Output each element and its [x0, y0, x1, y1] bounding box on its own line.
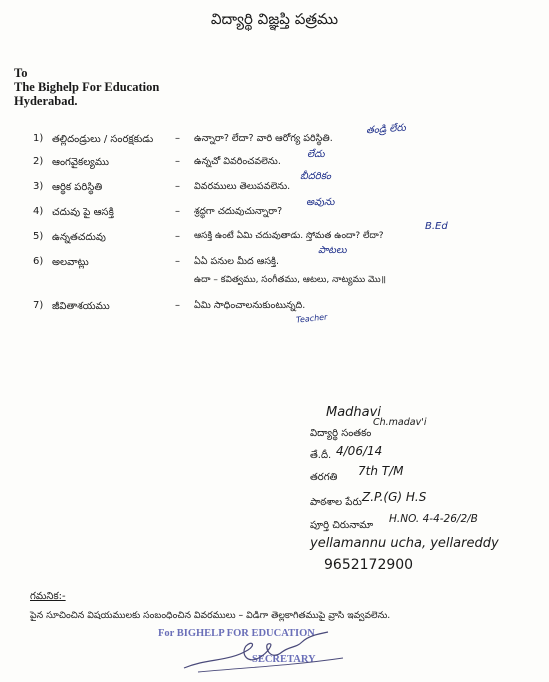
- secretary-signature: [178, 628, 358, 676]
- row-dash: –: [175, 206, 180, 217]
- row-question: ఏఏ పనుల మీద ఆసక్తి.: [194, 256, 280, 267]
- row-answer: Teacher: [295, 312, 328, 325]
- row-example: ఉదా – కవిత్వము, సంగీతము, ఆటలు, నాట్యము మొ॥: [194, 275, 386, 285]
- row-dash: –: [175, 300, 180, 311]
- row-number: 7): [33, 300, 44, 311]
- address-value: H.NO. 4-4-26/2/B: [389, 513, 478, 525]
- row-dash: –: [175, 156, 180, 167]
- addressee-name: The Bighelp For Education: [14, 80, 160, 94]
- note-text: పైన సూచించిన విషయములకు సంబంధించిన వివరములు – విడిగా తెల్లకాగితముపై వ్రాసి ఇవ్వవలెను.: [30, 610, 391, 621]
- address-line-2: yellamannu ucha, yellareddy: [310, 536, 499, 551]
- row-question: ఆసక్తి ఉంటే ఏమి చదువుతాడు. స్తోమత ఉందా? లేదా?: [194, 231, 384, 241]
- row-dash: –: [175, 133, 180, 144]
- row-number: 4): [33, 206, 44, 217]
- stamp-title: SECRETARY: [252, 654, 316, 665]
- row-dash: –: [175, 181, 180, 192]
- row-number: 3): [33, 181, 44, 192]
- phone-number: 9652172900: [324, 557, 414, 573]
- class-value: 7th T/M: [358, 464, 404, 478]
- row-answer: లేదు: [307, 149, 325, 160]
- row-question: ఉన్నారా? లేదా? వారి ఆరోగ్య పరిస్థితి.: [194, 133, 333, 144]
- row-answer: అవును: [306, 197, 335, 208]
- signature-label: విద్యార్థి సంతకం: [310, 428, 372, 439]
- date-label: తే.దీ.: [310, 450, 332, 461]
- stamp-org: For BIGHELP FOR EDUCATION: [158, 628, 315, 639]
- row-dash: –: [175, 256, 180, 267]
- signature-value: Ch.madav'i: [373, 417, 427, 428]
- row-label: తల్లిదండ్రులు / సంరక్షకుడు: [52, 134, 154, 145]
- row-label: ఉన్నతచదువు: [52, 232, 106, 243]
- row-number: 6): [33, 256, 44, 267]
- row-question: శ్రద్ధగా చదువుచున్నారా?: [194, 206, 283, 217]
- row-label: చదువు పై ఆసక్తి: [52, 207, 114, 218]
- row-question: వివరములు తెలుపవలెను.: [194, 181, 291, 192]
- row-answer: పాటలు: [318, 245, 347, 256]
- row-number: 2): [33, 156, 44, 167]
- row-answer: B.Ed: [425, 221, 448, 232]
- row-label: జీవితాశయము: [52, 301, 110, 312]
- row-label: ఆర్థిక పరిస్థితి: [52, 182, 103, 193]
- date-value: 4/06/14: [336, 444, 383, 458]
- school-label: పాఠశాల పేరు: [310, 497, 362, 508]
- to-line: To: [14, 66, 28, 80]
- school-value: Z.P.(G) H.S: [362, 490, 427, 504]
- class-label: తరగతి: [310, 472, 338, 483]
- row-number: 5): [33, 231, 44, 242]
- row-label: అలవాట్లు: [52, 257, 89, 268]
- row-answer: బీదరికం: [300, 171, 331, 182]
- row-question: ఉన్నచో వివరించవలెను.: [194, 156, 281, 167]
- row-label: ఆంగవైకల్యము: [52, 157, 109, 168]
- note-heading: గమనిక:-: [30, 591, 66, 602]
- page-title: విద్యార్థి విజ్ఞప్తి పత్రము: [210, 10, 339, 28]
- row-number: 1): [33, 133, 44, 144]
- address-label: పూర్తి చిరునామా: [310, 520, 374, 531]
- row-question: ఏమి సాధించాలనుకుంటున్నది.: [194, 300, 306, 311]
- row-dash: –: [175, 231, 180, 242]
- student-name: Madhavi: [326, 405, 381, 420]
- addressee-city: Hyderabad.: [14, 94, 78, 108]
- row-answer: తండ్రి లేరు: [365, 122, 407, 137]
